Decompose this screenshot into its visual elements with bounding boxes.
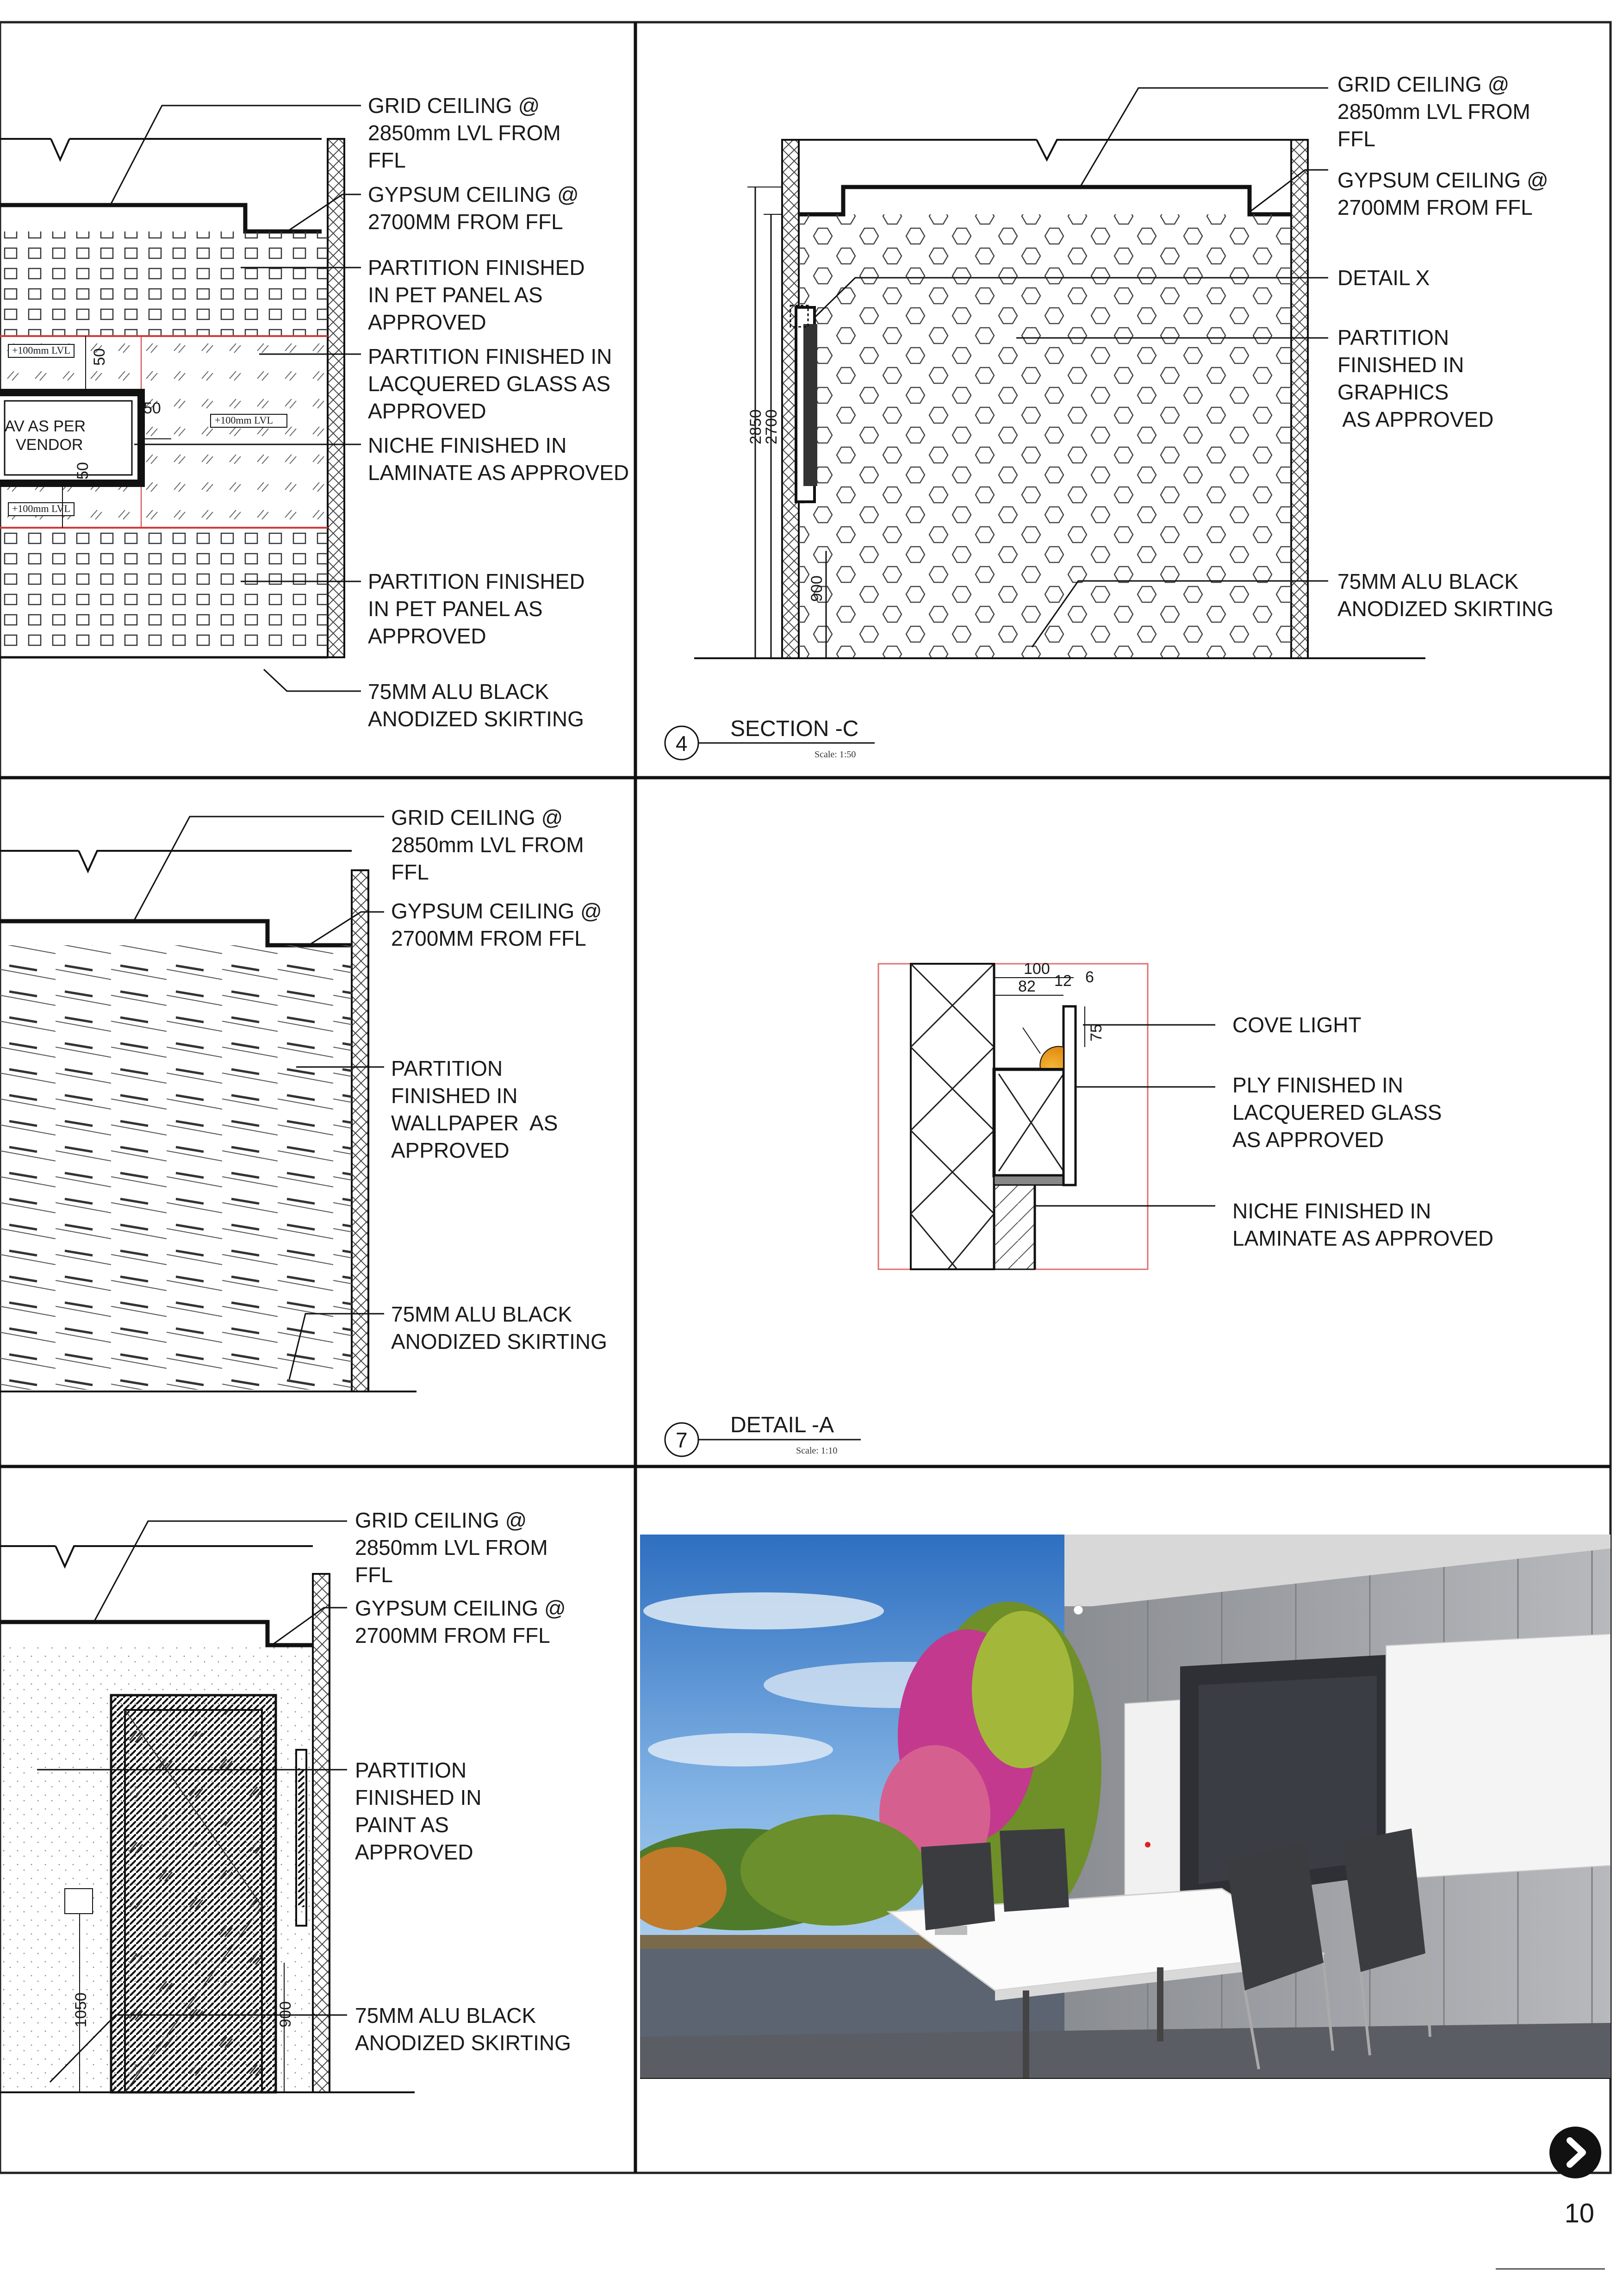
callout-grid-ceiling-3 [355, 1508, 548, 1587]
svg-text:GYPSUM CEILING @: GYPSUM CEILING @ [355, 1596, 566, 1620]
dim-50-bottom: 50 [74, 462, 92, 480]
svg-text:75MM ALU BLACK: 75MM ALU BLACK [355, 2003, 536, 2028]
svg-text:PARTITION FINISHED: PARTITION FINISHED [368, 256, 585, 280]
dim-900-door: 900 [277, 2001, 294, 2028]
svg-text:GRID CEILING @: GRID CEILING @ [1337, 72, 1510, 96]
svg-text:APPROVED: APPROVED [368, 624, 486, 648]
svg-text:GRID CEILING @: GRID CEILING @ [391, 805, 563, 830]
svg-text:WALLPAPER AS: WALLPAPER AS [391, 1111, 558, 1135]
callout-cove-light: COVE LIGHT [1232, 1013, 1362, 1037]
svg-text:NICHE FINISHED IN: NICHE FINISHED IN [368, 433, 567, 457]
detail-a-labels [665, 960, 1493, 1456]
svg-text:ANODIZED SKIRTING: ANODIZED SKIRTING [355, 2031, 571, 2055]
callout-ply-lacquered [1232, 1073, 1442, 1152]
lvl-tag-bottom: +100mm LVL [12, 503, 70, 514]
callout-gypsum-ceiling-3 [355, 1596, 566, 1647]
svg-text:LAMINATE AS APPROVED: LAMINATE AS APPROVED [1232, 1226, 1494, 1250]
elevation-2 [0, 851, 417, 1391]
callout-skirting-1 [368, 680, 584, 731]
title-detail-a [665, 1413, 861, 1456]
dim-50-mid: 50 [143, 399, 161, 417]
page-number: 10 [1564, 2198, 1594, 2228]
svg-text:APPROVED: APPROVED [368, 310, 486, 334]
av-label-line-2: VENDOR [16, 436, 83, 454]
svg-text:PLY FINISHED IN: PLY FINISHED IN [1232, 1073, 1403, 1097]
title-section-c [665, 717, 875, 760]
callout-detail-x: DETAIL X [1337, 266, 1430, 290]
svg-text:PAINT AS: PAINT AS [355, 1813, 449, 1837]
svg-text:75MM ALU BLACK: 75MM ALU BLACK [368, 680, 549, 704]
svg-text:PARTITION: PARTITION [391, 1056, 503, 1080]
svg-text:FINISHED IN: FINISHED IN [391, 1084, 518, 1108]
callout-skirting-3 [355, 2003, 571, 2055]
title-section-c-name: SECTION -C [730, 717, 859, 741]
svg-text:IN PET PANEL AS: IN PET PANEL AS [368, 597, 543, 621]
dim-12: 12 [1054, 972, 1072, 990]
dim-1050: 1050 [72, 1992, 90, 2028]
svg-text:GYPSUM CEILING @: GYPSUM CEILING @ [1337, 168, 1548, 192]
title-detail-a-scale: Scale: 1:10 [796, 1446, 838, 1456]
callout-grid-ceiling-2 [391, 805, 584, 884]
callout-niche-laminate-detail [1232, 1199, 1493, 1250]
callout-skirting-2 [391, 1302, 607, 1354]
title-number-4: 4 [676, 731, 688, 755]
svg-text:GYPSUM CEILING @: GYPSUM CEILING @ [368, 182, 579, 206]
callout-wallpaper [391, 1056, 558, 1162]
title-detail-a-name: DETAIL -A [730, 1413, 834, 1437]
lvl-tag-mid: +100mm LVL [215, 414, 273, 426]
room-render [620, 1535, 1611, 2078]
callout-gypsum-ceiling-2 [391, 899, 602, 950]
next-page-button[interactable] [1549, 2127, 1601, 2178]
svg-text:NICHE FINISHED IN: NICHE FINISHED IN [1232, 1199, 1431, 1223]
svg-text:ANODIZED SKIRTING: ANODIZED SKIRTING [391, 1329, 607, 1354]
svg-text:FFL: FFL [391, 860, 429, 884]
svg-text:APPROVED: APPROVED [355, 1840, 473, 1864]
dim-2700: 2700 [763, 409, 780, 444]
svg-text:2850mm LVL FROM: 2850mm LVL FROM [391, 833, 584, 857]
svg-text:AS APPROVED: AS APPROVED [1337, 407, 1494, 431]
elevation-1 [0, 139, 344, 657]
svg-text:GYPSUM CEILING @: GYPSUM CEILING @ [391, 899, 602, 923]
dim-50-top: 50 [91, 348, 108, 366]
title-number-7: 7 [676, 1428, 688, 1452]
svg-text:75MM ALU BLACK: 75MM ALU BLACK [1337, 569, 1519, 593]
dim-2850: 2850 [747, 409, 765, 444]
title-section-c-scale: Scale: 1:50 [815, 749, 856, 760]
callout-graphics [1337, 325, 1493, 431]
dim-82: 82 [1018, 978, 1036, 995]
svg-text:FINISHED IN: FINISHED IN [1337, 353, 1464, 377]
svg-text:ANODIZED SKIRTING: ANODIZED SKIRTING [1337, 597, 1554, 621]
svg-text:AS APPROVED: AS APPROVED [1232, 1128, 1384, 1152]
svg-text:GRID CEILING @: GRID CEILING @ [355, 1508, 527, 1532]
callout-gypsum-ceiling-c [1337, 168, 1548, 219]
callout-skirting-c [1337, 569, 1554, 621]
svg-text:2700MM FROM FFL: 2700MM FROM FFL [1337, 195, 1533, 219]
page-rule [1496, 2268, 1605, 2270]
svg-text:IN PET PANEL AS: IN PET PANEL AS [368, 283, 543, 307]
callout-grid-ceiling-1 [368, 94, 561, 172]
callout-grid-ceiling-c [1337, 72, 1530, 151]
detail-a [878, 964, 1148, 1269]
svg-text:75MM ALU BLACK: 75MM ALU BLACK [391, 1302, 572, 1326]
svg-text:APPROVED: APPROVED [391, 1138, 510, 1162]
svg-text:PARTITION: PARTITION [1337, 325, 1449, 349]
lvl-tag-top: +100mm LVL [12, 344, 70, 356]
svg-text:FINISHED IN: FINISHED IN [355, 1785, 482, 1809]
svg-text:PARTITION FINISHED: PARTITION FINISHED [368, 569, 585, 593]
callout-gypsum-ceiling-1 [368, 182, 579, 234]
callout-niche-laminate [368, 433, 629, 485]
dim-900-section: 900 [808, 575, 826, 602]
callout-lacquered-glass [368, 344, 612, 423]
callout-paint [355, 1758, 481, 1864]
svg-text:FFL: FFL [368, 148, 406, 172]
svg-text:GRAPHICS: GRAPHICS [1337, 380, 1449, 404]
elevation-3 [0, 1546, 415, 2092]
callout-pet-panel-bottom [368, 569, 585, 648]
svg-text:PARTITION FINISHED IN: PARTITION FINISHED IN [368, 344, 612, 368]
svg-text:2850mm LVL FROM: 2850mm LVL FROM [368, 121, 561, 145]
svg-text:PARTITION: PARTITION [355, 1758, 467, 1782]
chevron-right-icon [1549, 2127, 1601, 2178]
av-label-line-1: AV AS PER [5, 418, 86, 435]
svg-text:2700MM FROM FFL: 2700MM FROM FFL [391, 926, 586, 950]
svg-text:GRID CEILING @: GRID CEILING @ [368, 94, 540, 118]
dim-100: 100 [1024, 960, 1050, 978]
svg-text:2700MM FROM FFL: 2700MM FROM FFL [355, 1623, 550, 1647]
dim-6: 6 [1085, 968, 1094, 986]
callout-pet-panel-top [368, 256, 585, 334]
svg-text:FFL: FFL [355, 1563, 393, 1587]
svg-text:ANODIZED SKIRTING: ANODIZED SKIRTING [368, 707, 584, 731]
svg-text:LACQUERED GLASS: LACQUERED GLASS [1232, 1100, 1442, 1124]
svg-text:APPROVED: APPROVED [368, 399, 486, 423]
svg-text:LACQUERED GLASS AS: LACQUERED GLASS AS [368, 372, 611, 396]
svg-text:2700MM FROM FFL: 2700MM FROM FFL [368, 210, 563, 234]
svg-text:2850mm LVL FROM: 2850mm LVL FROM [355, 1535, 548, 1560]
svg-text:2850mm LVL FROM: 2850mm LVL FROM [1337, 100, 1530, 124]
svg-text:FFL: FFL [1337, 127, 1375, 151]
dim-75: 75 [1088, 1024, 1105, 1042]
svg-text:LAMINATE AS APPROVED: LAMINATE AS APPROVED [368, 461, 629, 485]
